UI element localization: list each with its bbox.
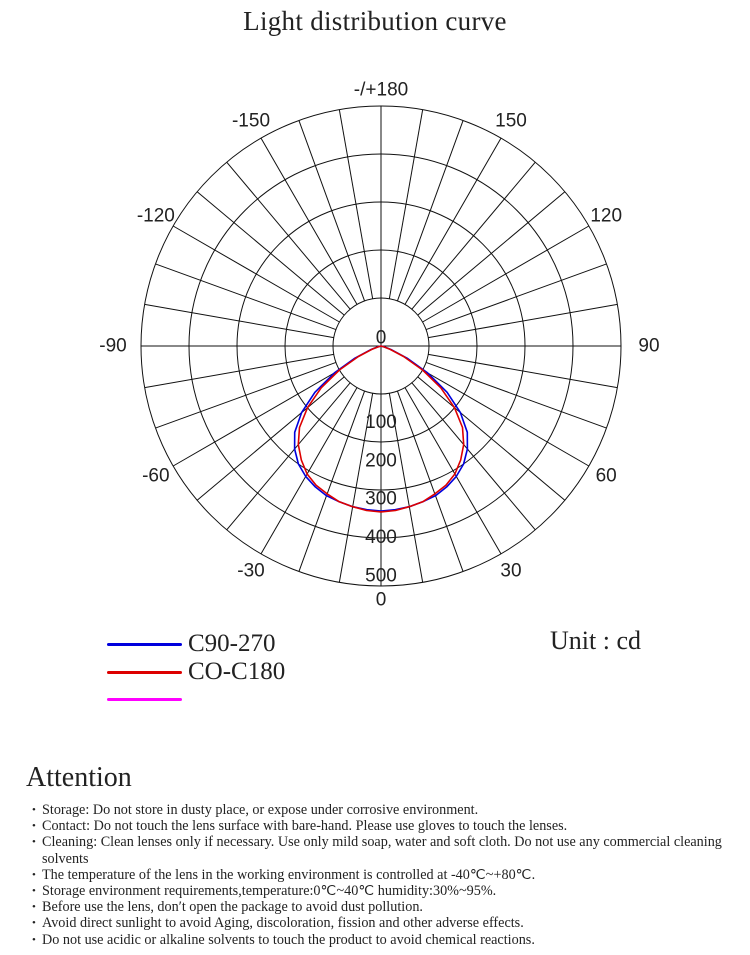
legend-line-co-c180 <box>107 671 182 674</box>
list-item: • Before use the lens, don′t open the package to avoid dust pollution. <box>32 899 732 915</box>
angle-label: -/+180 <box>353 79 409 101</box>
angle-label: 90 <box>638 335 660 357</box>
legend-line-third-series <box>107 698 182 701</box>
grid-spoke <box>397 120 463 300</box>
grid-spoke <box>428 304 617 337</box>
angle-label: 60 <box>595 465 617 487</box>
angle-label: 0 <box>375 589 387 611</box>
grid-spoke <box>389 110 422 299</box>
attention-title: Attention <box>26 762 132 793</box>
grid-spoke <box>299 391 365 571</box>
angle-label: -120 <box>136 205 175 227</box>
list-item: • Storage: Do not store in dusty place, or expose under corrosive environment. <box>32 802 732 818</box>
grid-spoke <box>261 138 357 304</box>
legend-line-c90-270 <box>107 643 182 646</box>
grid-spoke <box>426 362 606 428</box>
polar-labels <box>99 80 659 611</box>
grid-spoke <box>155 264 335 330</box>
list-item: • The temperature of the lens in the working environment is controlled at -40℃~+80℃. <box>32 867 732 883</box>
grid-spoke <box>261 388 357 554</box>
angle-label: -60 <box>142 465 170 487</box>
angle-label: 150 <box>495 110 527 132</box>
grid-spoke <box>145 304 334 337</box>
legend-label-c90-270: C90-270 <box>188 630 276 657</box>
legend-label-co-c180: CO-C180 <box>188 658 286 685</box>
grid-spoke <box>145 354 334 387</box>
radial-tick-label: 100 <box>365 411 397 433</box>
grid-spoke <box>412 383 535 530</box>
grid-spoke <box>423 370 589 466</box>
radial-tick-label: 500 <box>365 565 397 587</box>
grid-spoke <box>405 138 501 304</box>
grid-spoke <box>397 391 463 571</box>
grid-spoke <box>428 354 617 387</box>
angle-label: -150 <box>231 110 271 132</box>
grid-spoke <box>426 264 606 330</box>
list-item: • Storage environment requirements,temperature:0℃~40℃ humidity:30%~95%. <box>32 883 732 899</box>
angle-label: -90 <box>99 335 127 357</box>
grid-spoke <box>173 370 339 466</box>
grid-spoke <box>155 362 335 428</box>
grid-spoke <box>405 388 501 554</box>
radial-tick-label: 200 <box>365 450 397 472</box>
unit-label: Unit : cd <box>550 626 641 655</box>
grid-spoke <box>412 162 535 309</box>
list-item: • Contact: Do not touch the lens surface with bare-hand. Please use gloves to touch the lenses. <box>32 818 732 834</box>
list-item: • Avoid direct sunlight to avoid Aging, discoloration, fission and other adverse effects. <box>32 915 732 931</box>
grid-spoke <box>173 226 339 322</box>
grid-spoke <box>197 192 344 315</box>
radial-tick-label: 0 <box>375 327 387 349</box>
radial-tick-label: 300 <box>365 488 397 510</box>
grid-spoke <box>418 192 565 315</box>
list-item: • Do not use acidic or alkaline solvents to touch the product to avoid chemical reactions. <box>32 932 732 948</box>
grid-spoke <box>418 377 565 500</box>
grid-spoke <box>227 162 350 309</box>
attention-list <box>32 802 732 948</box>
grid-spoke <box>339 110 372 299</box>
angle-label: 30 <box>500 560 522 582</box>
grid-spoke <box>423 226 589 322</box>
grid-spoke <box>197 377 344 500</box>
grid-spoke <box>227 383 350 530</box>
angle-label: 120 <box>590 205 623 227</box>
radial-tick-label: 400 <box>365 527 397 549</box>
chart-title: Light distribution curve <box>243 6 507 36</box>
grid-spoke <box>299 120 365 300</box>
list-item: • Cleaning: Clean lenses only if necessary. Use only mild soap, water and soft cloth. Do not use any commercial cleaning solvents <box>32 834 732 866</box>
angle-label: -30 <box>237 560 265 582</box>
